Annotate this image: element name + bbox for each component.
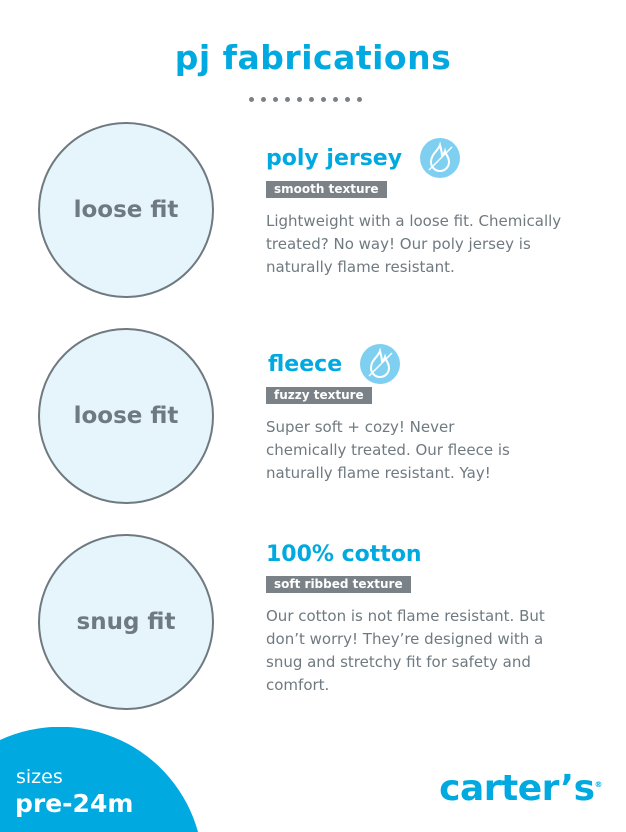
fabric-description: Super soft + cozy! Never chemically treated. Our fleece is naturally flame resistant. Yay!	[266, 418, 510, 482]
fabric-cotton	[266, 535, 586, 697]
fabric-name: 100% cotton	[266, 541, 422, 567]
page-title: pj fabrications	[174, 38, 452, 77]
brand-name: carter’s	[439, 768, 595, 809]
texture-badge: fuzzy texture	[266, 387, 372, 404]
flame-resistant-icon	[360, 344, 400, 384]
texture-badge: smooth texture	[266, 181, 387, 198]
fit-circle: loose fit	[38, 328, 214, 504]
fabric-description: Our cotton is not flame resistant. But don’t worry! They’re designed with a snug and stretchy fit for safety and comfort.	[266, 607, 545, 694]
fabric-name: fleece	[268, 351, 343, 377]
flame-resistant-icon	[420, 138, 460, 178]
fit-circle: loose fit	[38, 122, 214, 298]
sizes-range: pre-24m	[15, 789, 134, 818]
fabric-description: Lightweight with a loose fit. Chemically treated? No way! Our poly jersey is naturally flame resistant.	[266, 212, 562, 276]
sizes-label: sizes	[16, 766, 63, 788]
dot-divider	[249, 97, 362, 102]
fit-circle: snug fit	[38, 534, 214, 710]
texture-badge: soft ribbed texture	[266, 576, 411, 593]
fabric-poly-jersey	[266, 138, 596, 279]
fabric-name: poly jersey	[266, 145, 403, 171]
fabric-fleece	[266, 344, 566, 485]
brand-logo: carter’s®	[439, 768, 602, 809]
